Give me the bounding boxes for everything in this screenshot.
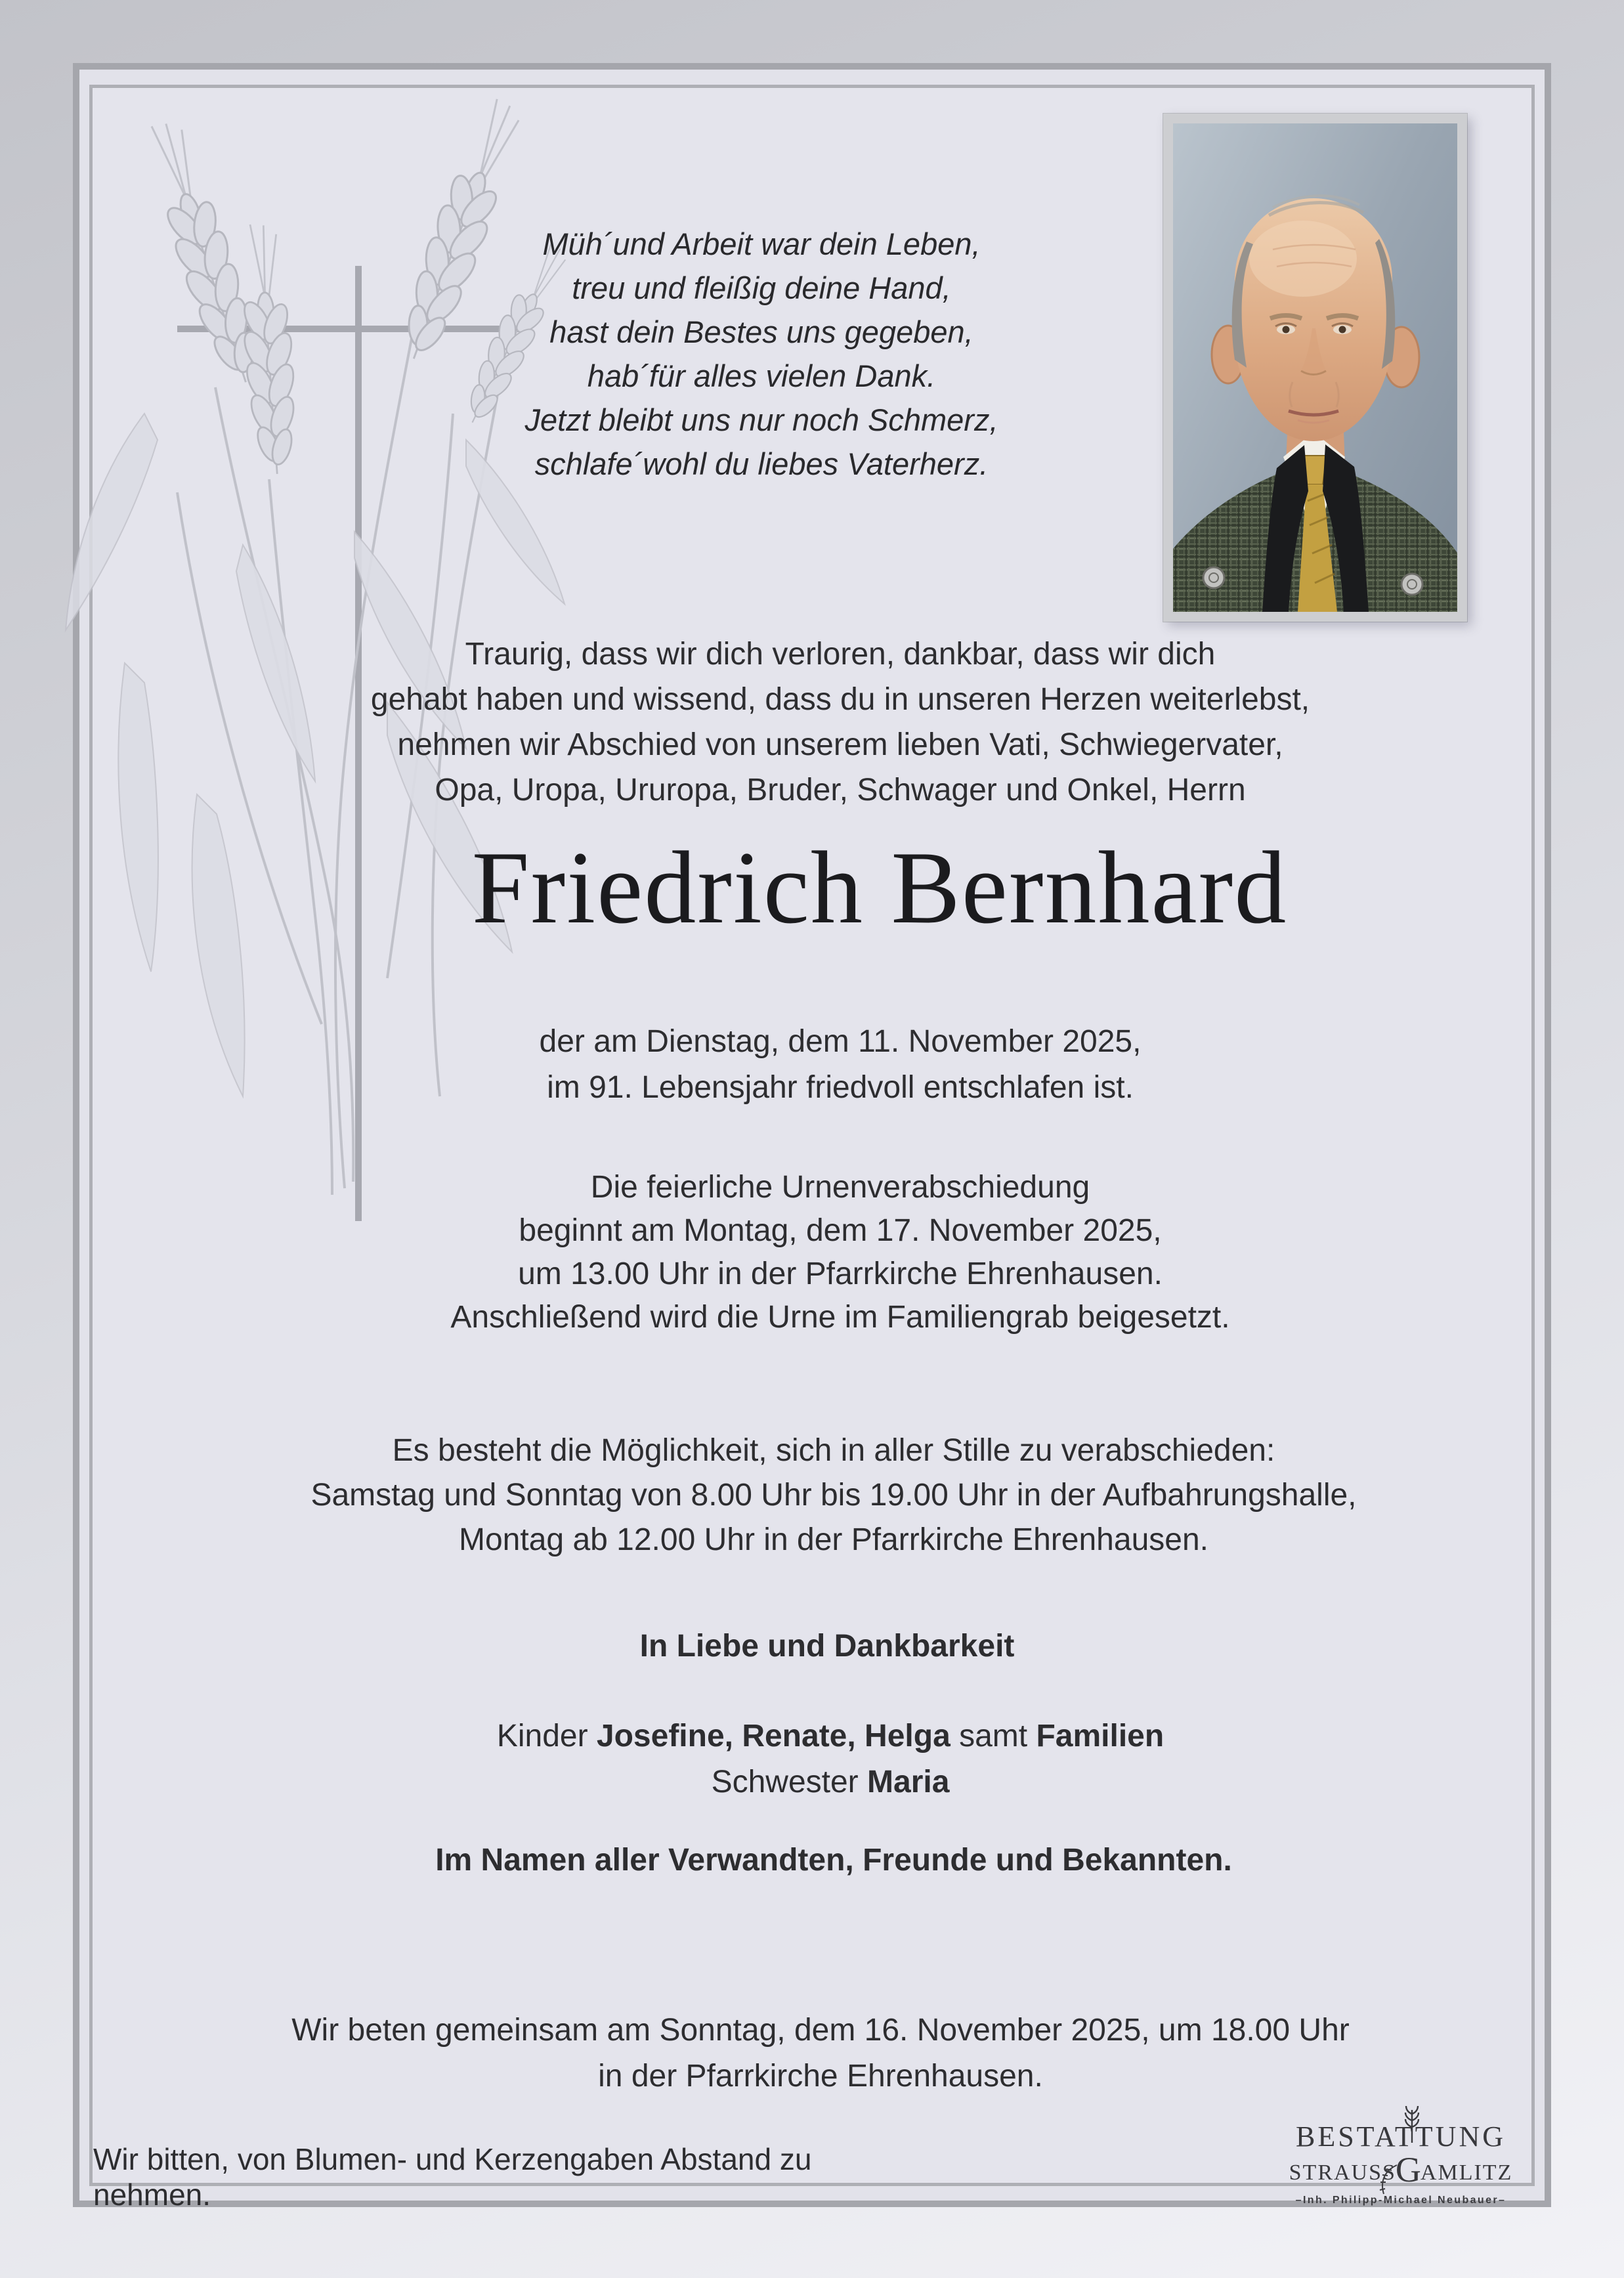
memorial-poem — [302, 222, 1221, 486]
logo-amlitz: AMLITZ — [1420, 2160, 1513, 2185]
intro-line: nehmen wir Abschied von unserem lieben Vati, Schwiegervater, — [397, 727, 1283, 762]
farewell-intro-paragraph — [118, 632, 1562, 813]
poem-line: Müh´und Arbeit war dein Leben, — [542, 226, 981, 261]
poem-line: Jetzt bleibt uns nur noch Schmerz, — [524, 402, 998, 437]
logo-owner-line: –Inh. Philipp-Michael Neubauer– — [1295, 2195, 1506, 2206]
viewing-paragraph — [112, 1429, 1556, 1562]
poem-line: treu und fleißig deine Hand, — [572, 270, 951, 305]
death-line: im 91. Lebensjahr friedvoll entschlafen ist. — [547, 1070, 1134, 1105]
funeral-home-logo — [1279, 2122, 1523, 2206]
deceased-name-heading: Friedrich Bernhard — [471, 830, 1288, 945]
familien-word: Familien — [1036, 1719, 1165, 1753]
prayer-line: Wir beten gemeinsam am Sonntag, dem 16. November 2025, um 18.00 Uhr — [291, 2013, 1350, 2048]
flowers-note: Wir bitten, von Blumen- und Kerzengaben Abstand zu nehmen. — [93, 2142, 812, 2212]
logo-name-text — [1279, 2152, 1523, 2193]
ceremony-line: beginnt am Montag, dem 17. November 2025, — [519, 1213, 1162, 1248]
intro-line: Traurig, dass wir dich verloren, dankbar, dass wir dich — [465, 637, 1216, 672]
logo-initial-g: G — [1395, 2150, 1421, 2189]
logo-strauss: STRAUSS — [1289, 2160, 1396, 2185]
ceremony-line: Die feierliche Urnenverabschiedung — [590, 1170, 1090, 1205]
ceremony-line: um 13.00 Uhr in der Pfarrkirche Ehrenhausen. — [518, 1257, 1163, 1291]
viewing-line: Es besteht die Möglichkeit, sich in aller Stille zu verabschieden: — [392, 1433, 1275, 1468]
sister-line — [112, 1759, 1549, 1805]
prayer-paragraph — [98, 2008, 1543, 2099]
sister-name: Maria — [867, 1765, 950, 1799]
ceremony-paragraph — [118, 1166, 1562, 1339]
logo-brand-text: BESTATTUNG — [1295, 2120, 1506, 2153]
family-names — [112, 1713, 1549, 1805]
poem-line: schlafe´wohl du liebes Vaterherz. — [534, 446, 989, 481]
intro-line: Opa, Uropa, Ururopa, Bruder, Schwager und Onkel, Herrn — [435, 773, 1246, 807]
death-date-paragraph — [118, 1019, 1562, 1111]
poem-line: hab´für alles vielen Dank. — [587, 358, 936, 393]
children-names: Josefine, Renate, Helga — [596, 1719, 951, 1753]
wheat-sprig-icon — [1401, 2105, 1423, 2143]
death-line: der am Dienstag, dem 11. November 2025, — [539, 1024, 1142, 1059]
children-label: Kinder — [496, 1719, 588, 1753]
poem-line: hast dein Bestes uns gegeben, — [549, 314, 973, 349]
relatives-line: Im Namen aller Verwandten, Freunde und Bekannten. — [435, 1843, 1232, 1878]
children-line — [112, 1713, 1549, 1759]
prayer-line: in der Pfarrkirche Ehrenhausen. — [598, 2059, 1043, 2094]
closing-line: In Liebe und Dankbarkeit — [639, 1629, 1015, 1664]
viewing-line: Montag ab 12.00 Uhr in der Pfarrkirche Ehrenhausen. — [459, 1522, 1208, 1557]
samt-word: samt — [959, 1719, 1028, 1753]
sister-label: Schwester — [711, 1765, 859, 1799]
intro-line: gehabt haben und wissend, dass du in unseren Herzen weiterlebst, — [370, 682, 1310, 717]
ceremony-line: Anschließend wird die Urne im Familiengrab beigesetzt. — [450, 1300, 1230, 1335]
viewing-line: Samstag und Sonntag von 8.00 Uhr bis 19.00 Uhr in der Aufbahrungshalle, — [310, 1478, 1357, 1513]
